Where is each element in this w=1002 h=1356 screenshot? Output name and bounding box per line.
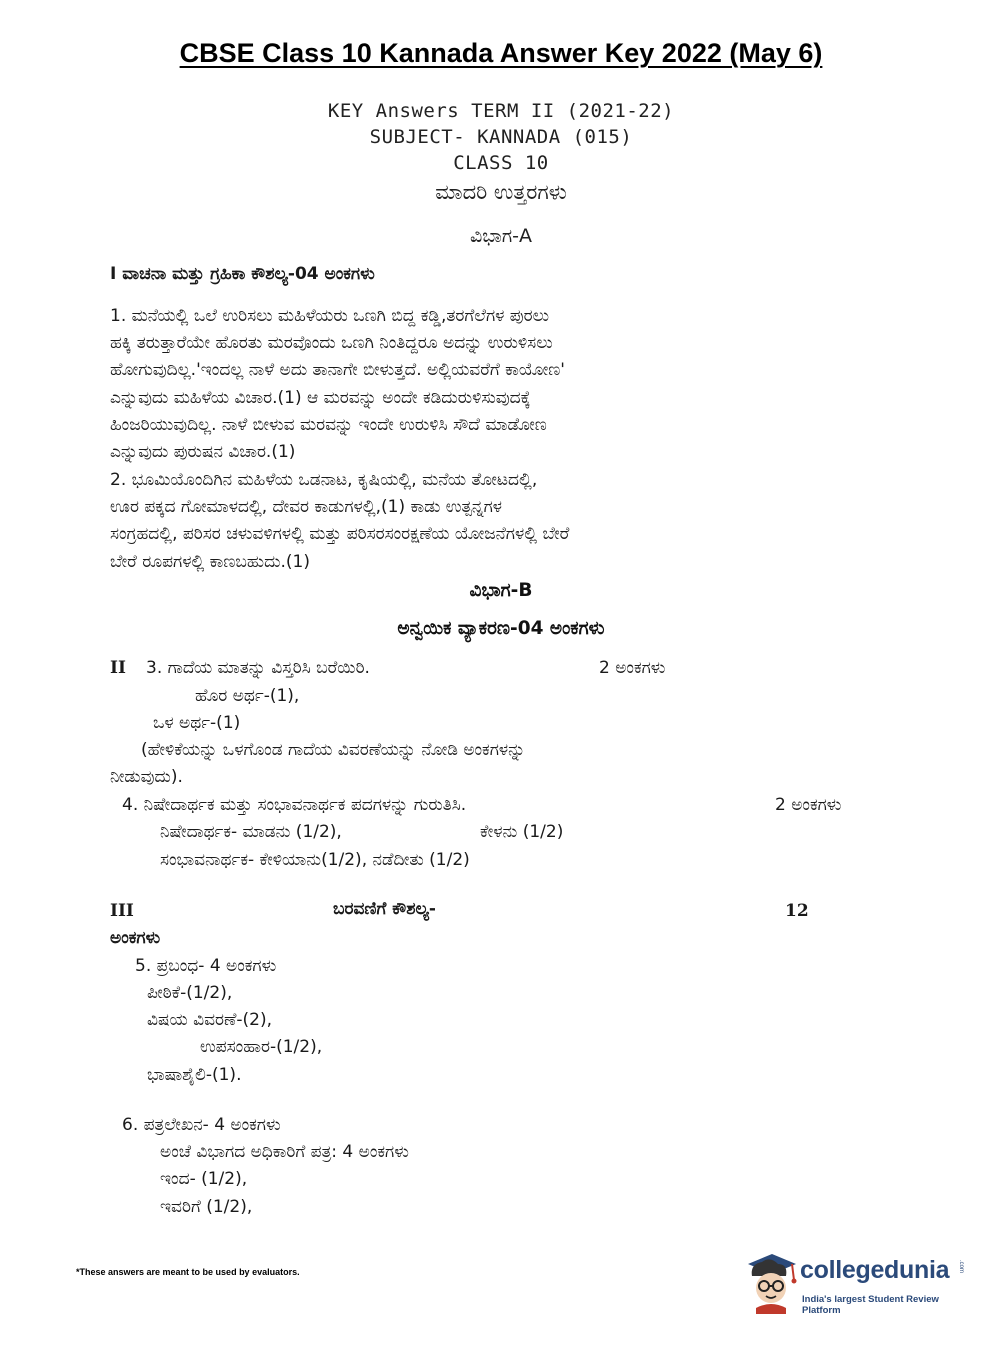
q5-language-style: ಭಾಷಾಶೈಲಿ-(1).: [147, 1065, 242, 1085]
question-3: 3. ಗಾದೆಯ ಮಾತನ್ನು ವಿಸ್ತರಿಸಿ ಬರೆಯಿರಿ.: [146, 658, 370, 678]
q5-introduction: ಪೀಠಿಕೆ-(1/2),: [147, 983, 233, 1003]
part-iii-marks-number: 12: [785, 901, 809, 921]
document-title: CBSE Class 10 Kannada Answer Key 2022 (May 6): [179, 38, 823, 68]
part-iii-heading: ಬರವಣಿಗೆ ಕೌಶಲ್ಯ-: [333, 899, 436, 919]
question-6: 6. ಪತ್ರಲೇಖನ- 4 ಅಂಕಗಳು: [122, 1115, 281, 1135]
q4-negative-form-2: ಕೇಳನು (1/2): [480, 822, 564, 842]
q1-line: ಎನ್ನುವುದು ಮಹಿಳೆಯ ವಿಚಾರ.(1) ಆ ಮರವನ್ನು ಅಂದೇ ಕಡಿದುರುಳಿಸುವುದಕ್ಕೆ: [110, 387, 531, 408]
header-line-key-answers: KEY Answers TERM II (2021-22): [327, 100, 675, 122]
section-a-label: ವಿಭಾಗ-A: [469, 225, 533, 247]
logo-wordmark: collegedunia: [800, 1256, 950, 1284]
q1-line: 1. ಮನೆಯಲ್ಲಿ ಒಲೆ ಉರಿಸಲು ಮಹಿಳೆಯರು ಒಣಗಿ ಬಿದ್ದ ಕಡ್ಡಿ,ತರಗೆಲೆಗಳ ಪುರಲು: [110, 306, 550, 326]
question-4-marks: 2 ಅಂಕಗಳು: [775, 795, 842, 815]
q2-line: ಸಂಗ್ರಹದಲ್ಲಿ, ಪರಿಸರ ಚಳುವಳಿಗಳಲ್ಲಿ ಮತ್ತು ಪರಿಸರಸಂರಕ್ಷಣೆಯ ಯೋಜನೆಗಳಲ್ಲಿ ಬೇರೆ: [110, 524, 570, 545]
q4-negative-form: ನಿಷೇದಾರ್ಥಕ- ಮಾಡನು (1/2),: [160, 822, 342, 842]
q3-note-line-2: ನೀಡುವುದು).: [110, 767, 183, 787]
collegedunia-logo: [742, 1250, 974, 1314]
logo-tagline: India's largest Student Review Platform: [802, 1294, 939, 1316]
part-ii-heading: ಅನ್ವಯಿಕ ವ್ಯಾಕರಣ-04 ಅಂಕಗಳು: [397, 618, 605, 639]
part-ii-roman: II: [110, 658, 126, 678]
question-5: 5. ಪ್ರಬಂಧ- 4 ಅಂಕಗಳು: [135, 956, 277, 976]
part-iii-marks-word: ಅಂಕಗಳು: [110, 928, 161, 948]
header-line-class: CLASS 10: [453, 152, 549, 174]
header-line-subject: SUBJECT- KANNADA (015): [369, 126, 633, 148]
q5-conclusion: ಉಪಸಂಹಾರ-(1/2),: [200, 1037, 323, 1057]
logo-domain: .com: [958, 1260, 964, 1274]
q1-line: ಹೋಗುವುದಿಲ್ಲ.'ಇಂದಲ್ಲ ನಾಳೆ ಅದು ತಾನಾಗೇ ಬೀಳುತ್ತದೆ. ಅಲ್ಲಿಯವರೆಗೆ ಕಾಯೋಣ': [110, 360, 565, 381]
q6-to: ಇವರಿಗೆ (1/2),: [160, 1197, 253, 1217]
q2-line: ಊರ ಪಕ್ಕದ ಗೋಮಾಳದಲ್ಲಿ, ದೇವರ ಕಾಡುಗಳಲ್ಲಿ,(1) ಕಾಡು ಉತ್ಪನ್ನಗಳ: [110, 497, 503, 518]
q1-line: ಹಿಂಜರಿಯುವುದಿಲ್ಲ. ನಾಳೆ ಬೀಳುವ ಮರವನ್ನು ಇಂದೇ ಉರುಳಿಸಿ ಸೌದೆ ಮಾಡೋಣ: [110, 414, 547, 435]
q6-letter-topic: ಅಂಚೆ ವಿಭಾಗದ ಅಧಿಕಾರಿಗೆ ಪತ್ರ: 4 ಅಂಕಗಳು: [160, 1142, 409, 1162]
q2-line: ಬೇರೆ ರೂಪಗಳಲ್ಲಿ ಕಾಣಬಹುದು.(1): [110, 551, 310, 572]
part-iii-roman: III: [110, 901, 134, 921]
kannada-title: ಮಾದರಿ ಉತ್ತರಗಳು: [435, 180, 567, 204]
evaluator-footnote: *These answers are meant to be used by evaluators.: [76, 1267, 300, 1277]
q3-outer-meaning: ಹೊರ ಅರ್ಥ-(1),: [195, 686, 300, 706]
question-3-marks: 2 ಅಂಕಗಳು: [599, 658, 666, 678]
q5-body: ವಿಷಯ ವಿವರಣೆ-(2),: [147, 1010, 273, 1030]
part-i-heading: I ವಾಚನಾ ಮತ್ತು ಗ್ರಹಿಕಾ ಕೌಶಲ್ಯ-04 ಅಂಕಗಳು: [110, 264, 375, 284]
q6-from: ಇಂದ- (1/2),: [160, 1169, 248, 1189]
question-2-answer: [110, 467, 910, 576]
q4-possibility-form: ಸಂಭಾವನಾರ್ಥಕ- ಕೇಳಿಯಾನು(1/2), ನಡೆದೀತು (1/2): [160, 850, 470, 870]
q1-line: ಹಕ್ಕಿ ತರುತ್ತಾರೆಯೇ ಹೊರತು ಮರವೊಂದು ಒಣಗಿ ನಿಂತಿದ್ದರೂ ಅದನ್ನು ಉರುಳಿಸಲು: [110, 333, 553, 354]
q1-line: ಎನ್ನುವುದು ಪುರುಷನ ವಿಚಾರ.(1): [110, 442, 296, 463]
q3-inner-meaning: ಒಳ ಅರ್ಥ-(1): [153, 713, 241, 733]
section-b-label: ವಿಭಾಗ-B: [469, 580, 533, 601]
question-4: 4. ನಿಷೇದಾರ್ಥಕ ಮತ್ತು ಸಂಭಾವನಾರ್ಥಕ ಪದಗಳನ್ನು ಗುರುತಿಸಿ.: [122, 795, 467, 815]
q2-line: 2. ಭೂಮಿಯೊಂದಿಗಿನ ಮಹಿಳೆಯ ಒಡನಾಟ, ಕೃಷಿಯಲ್ಲಿ, ಮನೆಯ ತೋಟದಲ್ಲಿ,: [110, 470, 538, 490]
mascot-icon: [742, 1250, 798, 1314]
q3-note-line-1: (ಹೇಳಿಕೆಯನ್ನು ಒಳಗೊಂಡ ಗಾದೆಯ ವಿವರಣೆಯನ್ನು ನೋಡಿ ಅಂಕಗಳನ್ನು: [141, 740, 526, 760]
question-1-answer: [110, 303, 910, 466]
